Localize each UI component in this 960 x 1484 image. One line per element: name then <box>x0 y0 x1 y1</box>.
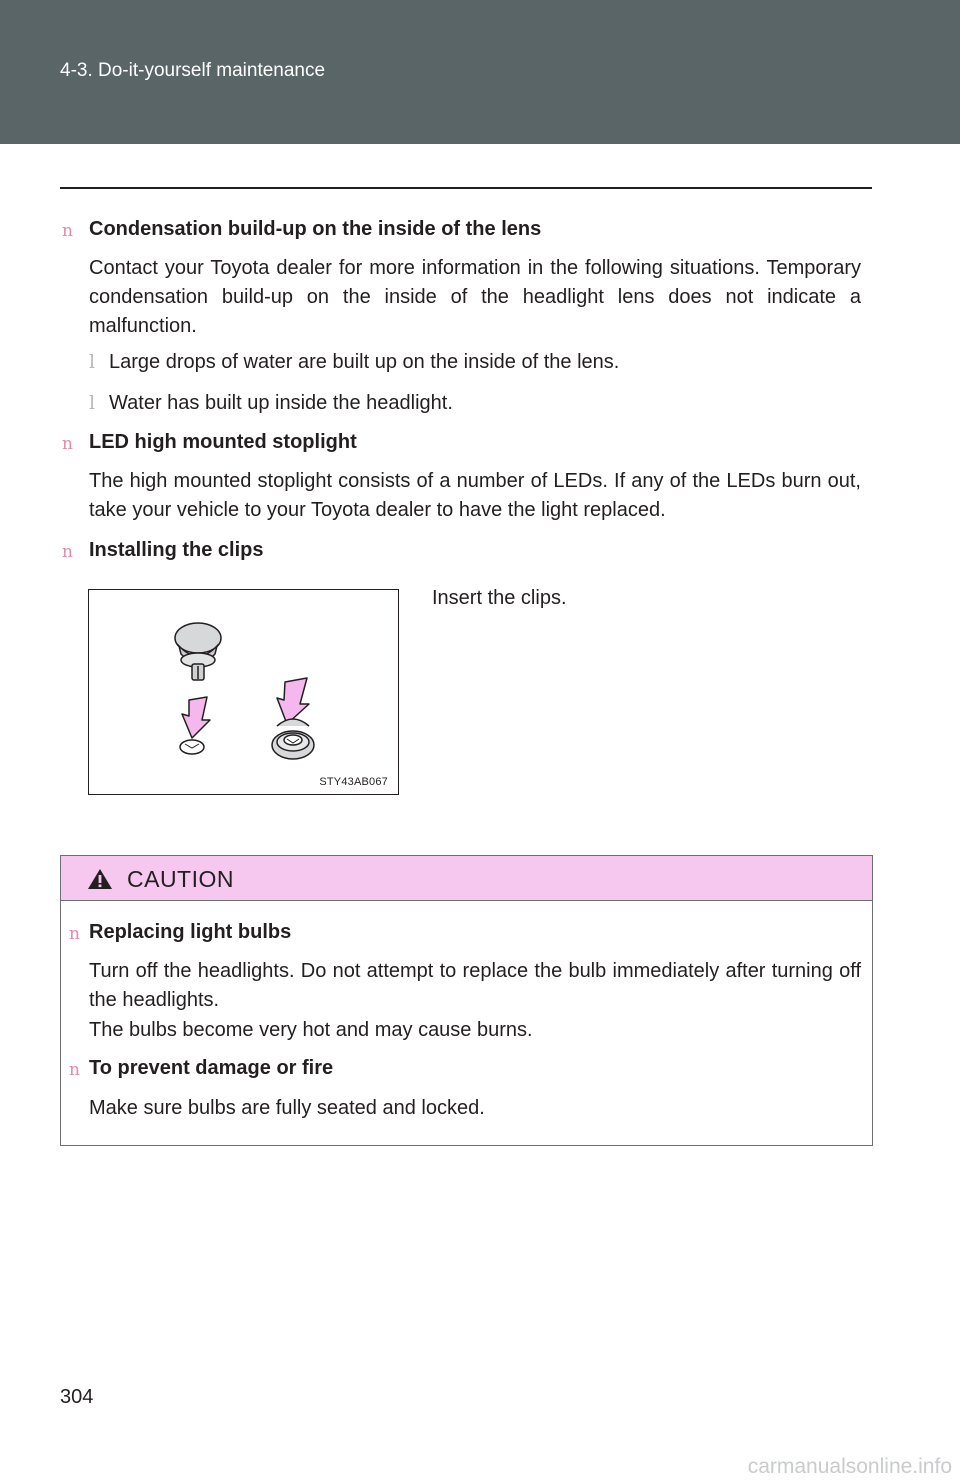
heading-clips: Installing the clips <box>89 539 264 561</box>
page-number: 304 <box>60 1386 94 1408</box>
caution-title: CAUTION <box>127 866 234 892</box>
section-bullet: n <box>62 542 73 562</box>
caution-body: Make sure bulbs are fully seated and locked. <box>89 1097 485 1119</box>
down-arrow-icon <box>277 678 309 724</box>
caution-header <box>61 856 872 901</box>
clip-illustration <box>88 589 399 795</box>
down-arrow-icon <box>182 697 210 738</box>
section-bullet: n <box>69 1060 80 1080</box>
heading-condensation: Condensation build-up on the inside of the lens <box>89 218 542 240</box>
clips-instruction: Insert the clips. <box>432 587 567 609</box>
clip-diagram <box>89 590 398 794</box>
caution-box <box>60 855 873 1146</box>
list-item: Large drops of water are built up on the inside of the lens. <box>109 351 620 373</box>
caution-body: Turn off the headlights. Do not attempt to replace the bulb immediately after turning off the headlights. <box>89 960 861 1011</box>
clip-upright <box>175 623 221 680</box>
list-bullet: l <box>89 351 96 373</box>
list-bullet: l <box>89 392 96 414</box>
list-item: Water has built up inside the headlight. <box>109 392 453 414</box>
clip-installed <box>272 719 314 759</box>
caution-heading: Replacing light bulbs <box>89 921 292 943</box>
section-bullet: n <box>69 924 80 944</box>
section-bullet: n <box>62 221 73 241</box>
condensation-body: Contact your Toyota dealer for more information in the following situations. Temporary condensation build-up on the inside of the headlight lens does not indicate a malfunction. <box>89 257 861 337</box>
watermark: carmanualsonline.info <box>747 1455 952 1478</box>
page-header <box>0 0 960 144</box>
stoplight-body: The high mounted stoplight consists of a number of LEDs. If any of the LEDs burn out, take your vehicle to your Toyota dealer to have the light replaced. <box>89 470 861 521</box>
header-rule <box>60 187 872 189</box>
section-bullet: n <box>62 434 73 454</box>
warning-icon <box>86 867 114 891</box>
caution-heading: To prevent damage or fire <box>89 1057 334 1079</box>
mounting-hole <box>180 740 204 754</box>
section-title: 4-3. Do-it-yourself maintenance <box>60 60 326 81</box>
caution-body: The bulbs become very hot and may cause burns. <box>89 1019 533 1041</box>
heading-stoplight: LED high mounted stoplight <box>89 431 357 453</box>
figure-code: STY43AB067 <box>319 776 388 788</box>
